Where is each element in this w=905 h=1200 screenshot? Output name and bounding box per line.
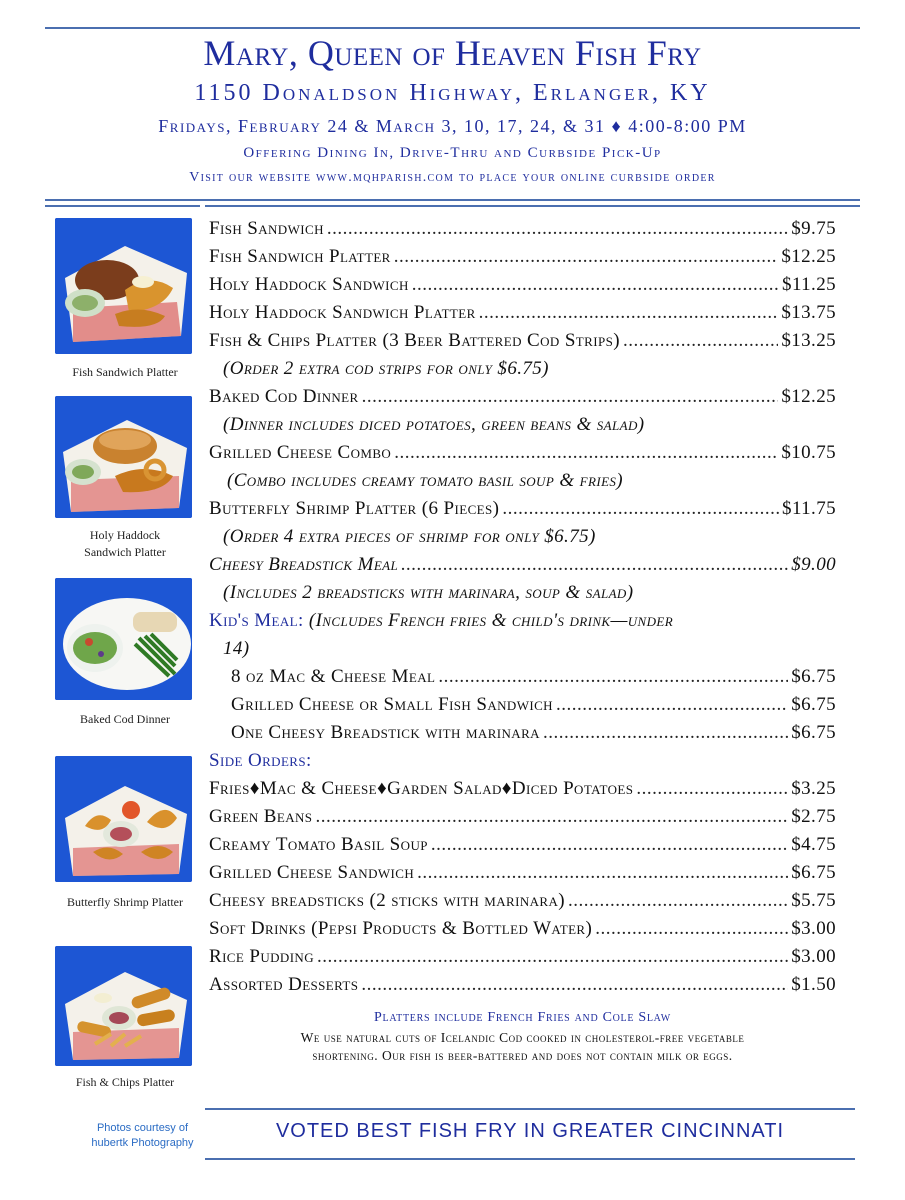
baked-cod-dinner-photo [55,578,192,700]
menu-item: Grilled Cheese Combo ..... $10.75 [209,439,836,467]
menu-price: $3.25 [791,778,836,799]
side-item: Assorted Desserts ..... $1.50 [209,971,836,999]
menu-price: $6.75 [791,862,836,883]
side-item: Grilled Cheese Sandwich ..... $6.75 [209,859,836,887]
menu-price: $12.25 [781,386,836,407]
menu-note: (Order 4 extra pieces of shrimp for only $6.75) [223,526,596,547]
fish-chips-platter-photo [55,946,192,1066]
menu-item: Holy Haddock Sandwich Platter ..... $13.75 [209,299,836,327]
side-item: Rice Pudding ..... $3.00 [209,943,836,971]
menu-list [209,215,836,1005]
menu-price: $6.75 [791,722,836,743]
menu-price: $12.25 [781,246,836,267]
kids-meal-label: Kid's Meal: [209,610,304,631]
kids-meal-note: (Includes French fries & child's drink—under [308,610,674,631]
website-line: Visit our website www.mqhparish.com to place your online curbside order [189,170,716,185]
photo-caption [40,527,210,561]
photo-credit-line1: Photos courtesy of [96,1122,189,1134]
menu-price: $6.75 [791,694,836,715]
address: 1150 Donaldson Highway, Erlanger, KY [194,80,711,106]
side-item: Soft Drinks (Pepsi Products & Bottled Water) ..... $3.00 [209,915,836,943]
photo-column-rule [45,205,200,207]
holy-haddock-platter-photo [55,396,192,518]
menu-price: $9.75 [791,218,836,239]
kids-menu-item: One Cheesy Breadstick with marinara ..... $6.75 [231,719,836,747]
kids-menu-item: Grilled Cheese or Small Fish Sandwich ..... $6.75 [231,691,836,719]
header-rule [45,199,860,201]
butterfly-shrimp-platter-photo [55,756,192,882]
menu-price: $5.75 [791,890,836,911]
photo-credit-line2: hubertk Photography [91,1137,194,1149]
side-orders-heading: Side Orders: [209,750,312,771]
menu-note: (Combo includes creamy tomato basil soup & fries) [227,470,624,491]
kids-menu-item: 8 oz Mac & Cheese Meal ..... $6.75 [231,663,836,691]
menu-price: $11.25 [782,274,836,295]
menu-price: $1.50 [791,974,836,995]
menu-price: $3.00 [791,946,836,967]
menu-price: $2.75 [791,806,836,827]
menu-price: $3.00 [791,918,836,939]
kids-meal-note-continued: 14) [223,638,250,659]
menu-price: $13.75 [781,302,836,323]
menu-note: (Order 2 extra cod strips for only $6.75) [223,358,549,379]
photo-caption: Butterfly Shrimp Platter [67,895,183,909]
menu-price: $10.75 [781,442,836,463]
menu-price: $4.75 [791,834,836,855]
menu-price: $6.75 [791,666,836,687]
menu-item: Fish Sandwich Platter ..... $12.25 [209,243,836,271]
footer-bottom-rule [205,1158,855,1160]
menu-item: Butterfly Shrimp Platter (6 Pieces) ..... $11.75 [209,495,836,523]
kids-meal-heading [209,607,673,635]
platters-note: Platters include French Fries and Cole Slaw [374,1010,671,1025]
page-title: Mary, Queen of Heaven Fish Fry [203,33,702,73]
cod-note-line1: We use natural cuts of Icelandic Cod cooked in cholesterol-free vegetable [300,1030,745,1045]
side-item: Fries♦Mac & Cheese♦Garden Salad♦Diced Potatoes ..... $3.25 [209,775,836,803]
menu-item: Fish & Chips Platter (3 Beer Battered Cod Strips) ..... $13.25 [209,327,836,355]
cod-note-line2: shortening. Our fish is beer-battered and does not contain milk or eggs. [312,1048,733,1063]
photo-caption-text: Holy Haddock Sandwich Platter [84,528,166,559]
photo-caption: Baked Cod Dinner [80,712,170,726]
photo-caption: Fish & Chips Platter [75,1075,175,1089]
footer-top-rule [205,1108,855,1110]
menu-note: (Dinner includes diced potatoes, green beans & salad) [223,414,645,435]
menu-item: Cheesy Breadstick Meal ..... $9.00 [209,551,836,579]
photo-credit [65,1121,220,1151]
offering-line: Offering Dining In, Drive-Thru and Curbside Pick-Up [243,145,662,161]
menu-item: Holy Haddock Sandwich ..... $11.25 [209,271,836,299]
voted-best-banner: VOTED BEST FISH FRY IN GREATER CINCINNATI [275,1120,785,1142]
photo-caption: Fish Sandwich Platter [72,365,178,379]
side-item: Green Beans ..... $2.75 [209,803,836,831]
menu-item: Baked Cod Dinner ..... $12.25 [209,383,836,411]
top-rule [45,27,860,29]
side-item: Creamy Tomato Basil Soup ..... $4.75 [209,831,836,859]
menu-price: $9.00 [791,554,836,575]
menu-price: $13.25 [781,330,836,351]
menu-note: (Includes 2 breadsticks with marinara, soup & salad) [223,582,634,603]
menu-item: Fish Sandwich ..... $9.75 [209,215,836,243]
menu-price: $11.75 [782,498,836,519]
menu-column-rule [205,205,860,207]
side-item: Cheesy breadsticks (2 sticks with marinara) ..... $5.75 [209,887,836,915]
dates-hours: Fridays, February 24 & March 3, 10, 17, 24, & 31 ♦ 4:00-8:00 PM [158,116,747,136]
fish-sandwich-platter-photo [55,218,192,354]
